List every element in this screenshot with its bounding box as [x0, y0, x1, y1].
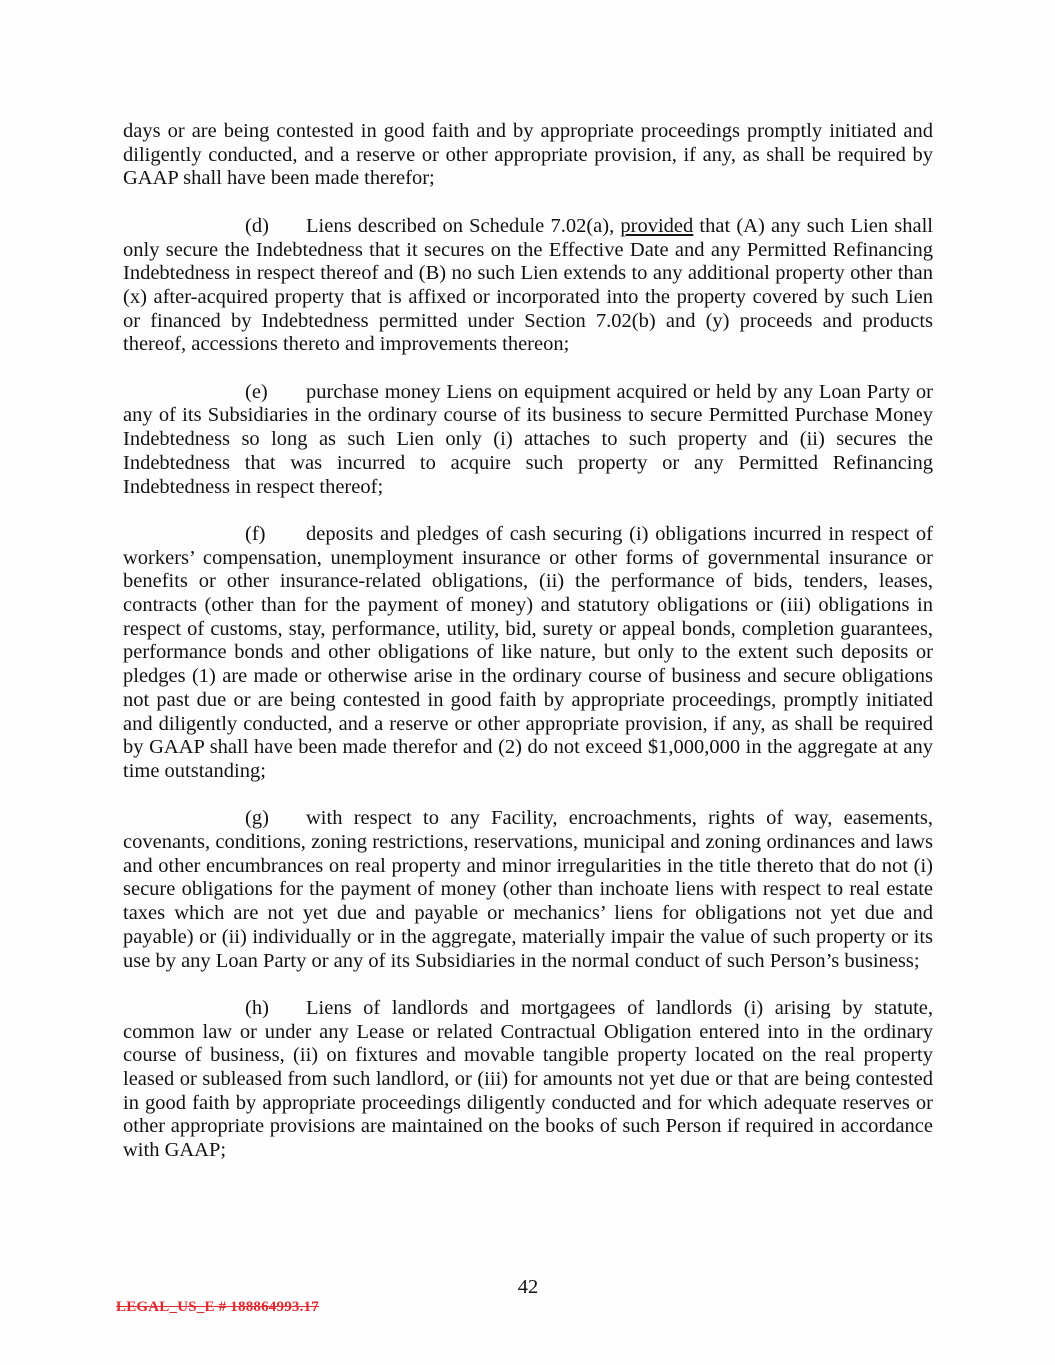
- clause-d-text-before: Liens described on Schedule 7.02(a),: [306, 214, 621, 237]
- clause-g-label: (g): [245, 807, 269, 830]
- clause-d: [123, 215, 933, 357]
- clause-d-text-after: that (A) any such Lien shall only secure the Indebtedness that it secures on the Effective Date and any Permitted Refinancing Indebtedness in respect thereof and (B) no such Lien extends to any additional property other than (x) after-acquired property that is affixed or incorporated into the property covered by such Lien or financed by Indebtedness permitted under Section 7.02(b) and (y) proceeds and products thereof, accessions thereto and improvements thereon;: [123, 214, 933, 356]
- clause-e-label: (e): [245, 380, 268, 403]
- clause-f-label: (f): [245, 522, 266, 545]
- clause-f-text: deposits and pledges of cash securing (i) obligations incurred in respect of workers’ compensation, unemployment insurance or other forms of governmental insurance or benefits or other insurance-related obligations, (ii) the performance of bids, tenders, leases, contracts (other than for the payment of money) and statutory obligations or (iii) obligations in respect of customs, stay, performance, utility, bid, surety or appeal bonds, completion guarantees, performance bonds and other obligations of like nature, but only to the extent such deposits or pledges (1) are made or otherwise arise in the ordinary course of business and secure obligations not past due or are being contested in good faith by appropriate proceedings, promptly initiated and diligently conducted, and a reserve or other appropriate provision, if any, as shall be required by GAAP shall have been made therefor and (2) do not exceed $1,000,000 in the aggregate at any time outstanding;: [123, 522, 933, 782]
- clause-e-text: purchase money Liens on equipment acquired or held by any Loan Party or any of its Subsidiaries in the ordinary course of its business to secure Permitted Purchase Money Indebtedness so long as such Lien only (i) attaches to such property and (ii) secures the Indebtedness that was incurred to acquire such property or any Permitted Refinancing Indebtedness in respect thereof;: [123, 380, 933, 498]
- clause-g: [123, 807, 933, 973]
- clause-e: [123, 381, 933, 500]
- clause-f: [123, 523, 933, 784]
- body-text: [123, 120, 933, 1187]
- paragraph-continuation: days or are being contested in good faith and by appropriate proceedings promptly initiated and diligently conducted, and a reserve or other appropriate provision, if any, as shall be required by GAAP shall have been made therefor;: [123, 120, 933, 190]
- clause-h-text: Liens of landlords and mortgagees of landlords (i) arising by statute, common law or under any Lease or related Contractual Obligation entered into in the ordinary course of business, (ii) on fixtures and movable tangible property located on the real property leased or subleased from such landlord, or (iii) for amounts not yet due or that are being contested in good faith by appropriate proceedings diligently conducted and for which adequate reserves or other appropriate provisions are maintained on the books of such Person if required in accordance with GAAP;: [123, 996, 933, 1162]
- document-id-footer: LEGAL_US_E # 188864993.17: [116, 1299, 319, 1315]
- page-number: 42: [517, 1276, 539, 1298]
- clause-h-label: (h): [245, 996, 269, 1019]
- clause-g-text: with respect to any Facility, encroachments, rights of way, easements, covenants, conditions, zoning restrictions, reservations, municipal and zoning ordinances and laws and other encumbrances on real property and minor irregularities in the title thereto that do not (i) secure obligations for the payment of money (other than inchoate liens with respect to real estate taxes which are not yet due and payable or mechanics’ liens for obligations not yet due and payable) or (ii) individually or in the aggregate, materially impair the value of such property or its use by any Loan Party or any of its Subsidiaries in the normal conduct of such Person’s business;: [123, 807, 933, 972]
- clause-d-label: (d): [245, 214, 269, 237]
- clause-h: [123, 997, 933, 1163]
- clause-d-underlined-term: provided: [620, 214, 694, 237]
